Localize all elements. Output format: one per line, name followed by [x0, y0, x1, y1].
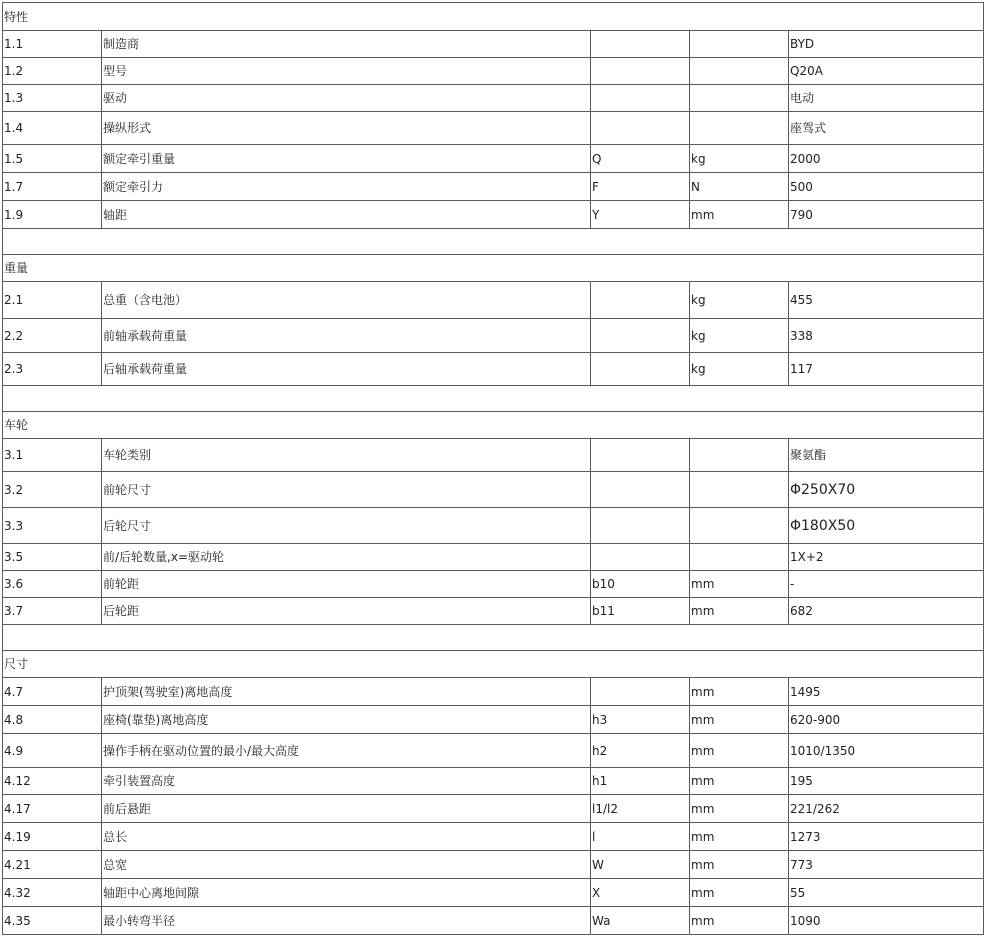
spacer-row [3, 229, 984, 255]
item-name: 轴距中心离地间隙 [102, 879, 591, 907]
table-row [3, 112, 984, 145]
item-unit: mm [690, 678, 789, 706]
table-row [3, 795, 984, 823]
item-number: 3.1 [3, 439, 102, 472]
item-number: 2.1 [3, 282, 102, 319]
item-value: 电动 [789, 85, 984, 112]
item-number: 1.5 [3, 145, 102, 173]
item-symbol: X [591, 879, 690, 907]
item-value: 117 [789, 353, 984, 386]
spacer-row [3, 386, 984, 412]
item-number: 4.12 [3, 768, 102, 795]
item-unit [690, 58, 789, 85]
item-value: 620-900 [789, 706, 984, 734]
item-unit: mm [690, 768, 789, 795]
item-number: 4.19 [3, 823, 102, 851]
item-value: 1273 [789, 823, 984, 851]
item-number: 3.5 [3, 544, 102, 571]
item-number: 4.35 [3, 907, 102, 935]
item-number: 1.1 [3, 31, 102, 58]
item-name: 前轮尺寸 [102, 472, 591, 508]
item-unit: mm [690, 201, 789, 229]
item-number: 3.7 [3, 598, 102, 625]
item-name: 车轮类别 [102, 439, 591, 472]
spec-table [2, 2, 984, 935]
item-value: 55 [789, 879, 984, 907]
item-symbol: Wa [591, 907, 690, 935]
item-number: 4.21 [3, 851, 102, 879]
item-number: 2.2 [3, 319, 102, 353]
item-name: 额定牵引力 [102, 173, 591, 201]
item-symbol: b10 [591, 571, 690, 598]
item-unit [690, 85, 789, 112]
item-value: 195 [789, 768, 984, 795]
table-row [3, 173, 984, 201]
table-row [3, 145, 984, 173]
item-symbol [591, 508, 690, 544]
item-unit: mm [690, 851, 789, 879]
item-value: 1X+2 [789, 544, 984, 571]
item-unit: mm [690, 879, 789, 907]
item-number: 3.6 [3, 571, 102, 598]
item-unit: N [690, 173, 789, 201]
item-value: 1010/1350 [789, 734, 984, 768]
item-number: 4.8 [3, 706, 102, 734]
section-title: 车轮 [3, 412, 984, 439]
item-unit [690, 544, 789, 571]
item-number: 1.3 [3, 85, 102, 112]
item-number: 3.3 [3, 508, 102, 544]
item-symbol: F [591, 173, 690, 201]
item-name: 总重（含电池） [102, 282, 591, 319]
item-symbol [591, 31, 690, 58]
section-title: 尺寸 [3, 651, 984, 678]
item-symbol: Y [591, 201, 690, 229]
item-symbol: l [591, 823, 690, 851]
item-name: 前轮距 [102, 571, 591, 598]
item-symbol: h3 [591, 706, 690, 734]
table-row [3, 768, 984, 795]
item-name: 座椅(靠垫)离地高度 [102, 706, 591, 734]
item-symbol [591, 58, 690, 85]
item-symbol [591, 353, 690, 386]
item-unit [690, 31, 789, 58]
item-name: 后轮尺寸 [102, 508, 591, 544]
item-unit [690, 112, 789, 145]
table-row [3, 823, 984, 851]
item-unit [690, 508, 789, 544]
item-symbol: Q [591, 145, 690, 173]
item-symbol [591, 678, 690, 706]
item-symbol: h2 [591, 734, 690, 768]
item-symbol: b11 [591, 598, 690, 625]
item-value: 2000 [789, 145, 984, 173]
item-value: BYD [789, 31, 984, 58]
item-value: 682 [789, 598, 984, 625]
item-number: 4.9 [3, 734, 102, 768]
table-row [3, 58, 984, 85]
section-header-row [3, 3, 984, 31]
section-header-row [3, 412, 984, 439]
item-value: Q20A [789, 58, 984, 85]
item-unit: mm [690, 571, 789, 598]
item-name: 后轴承载荷重量 [102, 353, 591, 386]
item-name: 前/后轮数量,x=驱动轮 [102, 544, 591, 571]
table-row [3, 439, 984, 472]
item-symbol [591, 282, 690, 319]
item-number: 4.32 [3, 879, 102, 907]
item-name: 前后悬距 [102, 795, 591, 823]
section-title: 重量 [3, 255, 984, 282]
item-number: 1.9 [3, 201, 102, 229]
item-unit: mm [690, 706, 789, 734]
item-number: 3.2 [3, 472, 102, 508]
item-name: 后轮距 [102, 598, 591, 625]
table-row [3, 598, 984, 625]
section-title: 特性 [3, 3, 984, 31]
item-symbol: h1 [591, 768, 690, 795]
table-row [3, 678, 984, 706]
item-unit: mm [690, 907, 789, 935]
item-value: 聚氨酯 [789, 439, 984, 472]
item-symbol [591, 319, 690, 353]
spacer-row [3, 625, 984, 651]
table-row [3, 879, 984, 907]
item-symbol [591, 112, 690, 145]
item-value: 座驾式 [789, 112, 984, 145]
item-unit: kg [690, 353, 789, 386]
table-row [3, 282, 984, 319]
item-name: 护顶架(驾驶室)离地高度 [102, 678, 591, 706]
item-value: 1090 [789, 907, 984, 935]
table-row [3, 544, 984, 571]
table-row [3, 472, 984, 508]
item-unit: kg [690, 282, 789, 319]
table-row [3, 851, 984, 879]
item-symbol [591, 472, 690, 508]
item-name: 操作手柄在驱动位置的最小/最大高度 [102, 734, 591, 768]
item-number: 1.7 [3, 173, 102, 201]
table-row [3, 201, 984, 229]
item-number: 4.7 [3, 678, 102, 706]
item-number: 1.4 [3, 112, 102, 145]
item-name: 型号 [102, 58, 591, 85]
item-symbol [591, 85, 690, 112]
item-symbol [591, 439, 690, 472]
item-name: 最小转弯半径 [102, 907, 591, 935]
item-value: 1495 [789, 678, 984, 706]
item-value: 773 [789, 851, 984, 879]
item-unit: mm [690, 598, 789, 625]
table-row [3, 706, 984, 734]
table-row [3, 508, 984, 544]
item-unit: kg [690, 319, 789, 353]
item-symbol: l1/l2 [591, 795, 690, 823]
item-value: 790 [789, 201, 984, 229]
table-row [3, 31, 984, 58]
item-name: 制造商 [102, 31, 591, 58]
item-symbol: W [591, 851, 690, 879]
table-row [3, 319, 984, 353]
item-name: 驱动 [102, 85, 591, 112]
item-unit: mm [690, 734, 789, 768]
table-row [3, 907, 984, 935]
item-name: 轴距 [102, 201, 591, 229]
item-value: 221/262 [789, 795, 984, 823]
item-name: 总长 [102, 823, 591, 851]
item-unit: kg [690, 145, 789, 173]
item-value: 338 [789, 319, 984, 353]
item-value: 500 [789, 173, 984, 201]
table-row [3, 353, 984, 386]
table-row [3, 571, 984, 598]
section-header-row [3, 651, 984, 678]
item-name: 总宽 [102, 851, 591, 879]
item-unit: mm [690, 795, 789, 823]
item-unit [690, 472, 789, 508]
item-number: 4.17 [3, 795, 102, 823]
item-unit [690, 439, 789, 472]
item-unit: mm [690, 823, 789, 851]
item-value: 455 [789, 282, 984, 319]
item-number: 1.2 [3, 58, 102, 85]
section-header-row [3, 255, 984, 282]
item-value: Φ250X70 [789, 472, 984, 508]
item-name: 牵引装置高度 [102, 768, 591, 795]
item-number: 2.3 [3, 353, 102, 386]
item-value: - [789, 571, 984, 598]
item-value: Φ180X50 [789, 508, 984, 544]
item-name: 额定牵引重量 [102, 145, 591, 173]
item-name: 操纵形式 [102, 112, 591, 145]
table-row [3, 734, 984, 768]
item-name: 前轴承载荷重量 [102, 319, 591, 353]
item-symbol [591, 544, 690, 571]
table-row [3, 85, 984, 112]
